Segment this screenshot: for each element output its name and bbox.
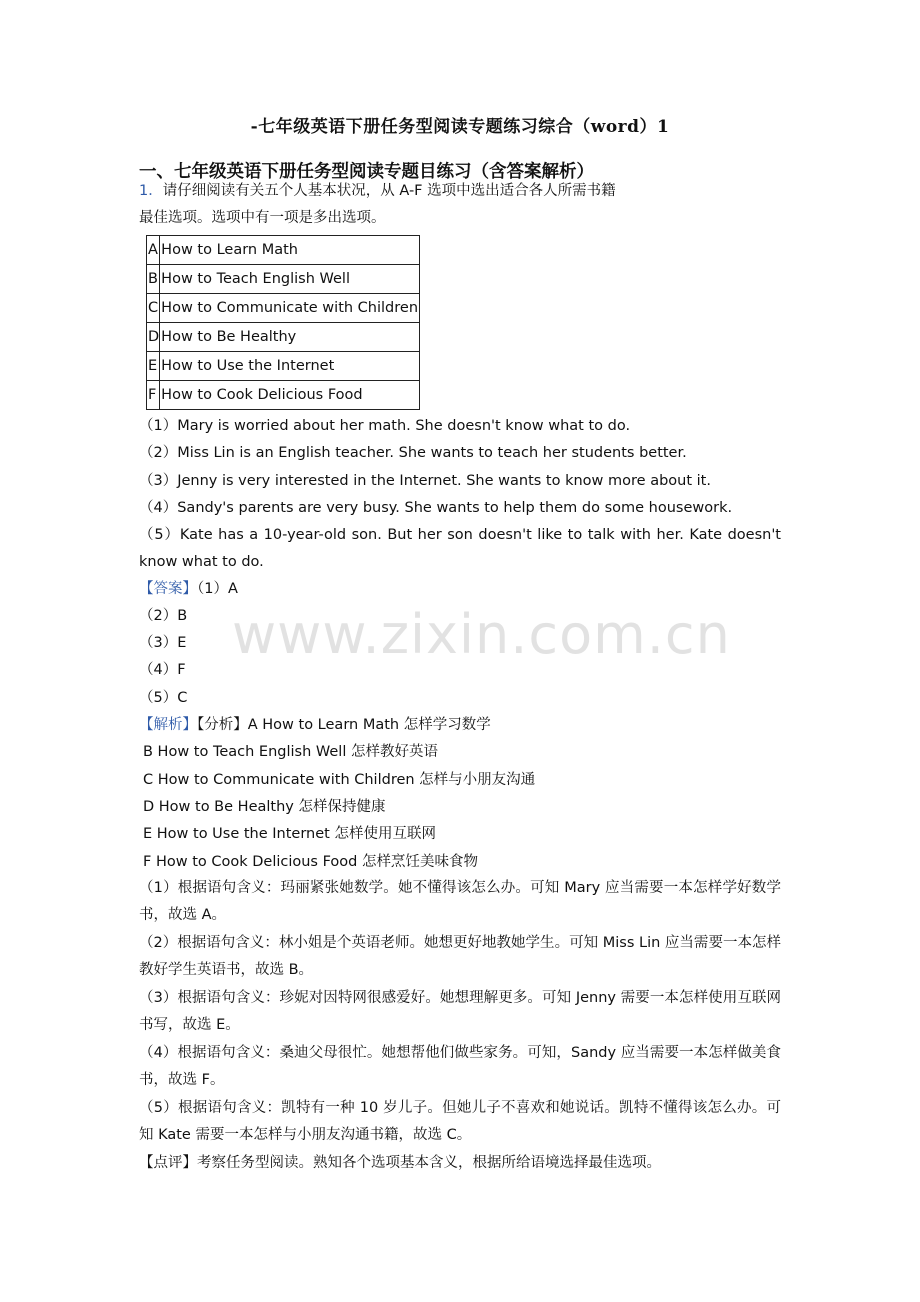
- table-row: [147, 265, 420, 294]
- book-note: C How to Communicate with Children 怎样与小朋友沟通: [143, 772, 536, 788]
- table-row: [147, 236, 420, 265]
- table-row: [147, 323, 420, 352]
- option-text: How to Learn Math: [160, 236, 420, 265]
- options-table: [146, 235, 420, 410]
- table-row: [147, 352, 420, 381]
- question-item: （5）Kate has a 10-year-old son. But her son doesn't like to talk with her. Kate doesn't know what to do.: [139, 527, 781, 570]
- option-letter: D: [147, 323, 160, 352]
- question-number: 1．: [139, 183, 163, 199]
- section-heading: 一、七年级英语下册任务型阅读专题目练习（含答案解析）: [139, 162, 594, 182]
- option-text: How to Be Healthy: [160, 323, 420, 352]
- explanation-paragraph: （2）根据语句含义：林小姐是个英语老师。她想更好地教她学生。可知 Miss Lin 应当需要一本怎样教好学生英语书，故选 B。: [139, 935, 781, 978]
- book-note: B How to Teach English Well 怎样教好英语: [143, 744, 438, 760]
- answer-value: （2）B: [139, 608, 188, 624]
- answer-tag: 【答案】: [139, 581, 197, 597]
- option-text: How to Use the Internet: [160, 352, 420, 381]
- option-text: How to Teach English Well: [160, 265, 420, 294]
- table-row: [147, 294, 420, 323]
- table-row: [147, 381, 420, 410]
- watermark: www.zixin.com.cn: [232, 603, 731, 666]
- instruction-text-2: 最佳选项。选项中有一项是多出选项。: [139, 210, 386, 226]
- book-note: F How to Cook Delicious Food 怎样烹饪美味食物: [143, 854, 478, 870]
- answer-value: （4）F: [139, 662, 186, 678]
- option-text: How to Cook Delicious Food: [160, 381, 420, 410]
- question-item: （2）Miss Lin is an English teacher. She wants to teach her students better.: [139, 445, 687, 461]
- option-letter: C: [147, 294, 160, 323]
- question-item: （4）Sandy's parents are very busy. She wants to help them do some housework.: [139, 500, 733, 516]
- analysis-line: [139, 715, 491, 735]
- document-title: -七年级英语下册任务型阅读专题练习综合（word）1: [250, 117, 670, 137]
- explanation-paragraph: （4）根据语句含义：桑迪父母很忙。她想帮他们做些家务。可知，Sandy 应当需要一本怎样做美食书，故选 F。: [139, 1045, 781, 1088]
- explanation-paragraph: （5）根据语句含义：凯特有一种 10 岁儿子。但她儿子不喜欢和她说话。凯特不懂得该怎么办。可知 Kate 需要一本怎样与小朋友沟通书籍，故选 C。: [139, 1100, 781, 1143]
- option-text: How to Communicate with Children: [160, 294, 420, 323]
- question-item: （1）Mary is worried about her math. She doesn't know what to do.: [139, 418, 631, 434]
- option-letter: F: [147, 381, 160, 410]
- option-letter: A: [147, 236, 160, 265]
- question-instruction: [139, 181, 616, 201]
- book-note: D How to Be Healthy 怎样保持健康: [143, 799, 386, 815]
- analysis-tag: 【解析】: [139, 717, 197, 733]
- analysis-text: 【分析】A How to Learn Math 怎样学习数学: [197, 717, 491, 733]
- instruction-text-1: 请仔细阅读有关五个人基本状况，从 A-F 选项中选出适合各人所需书籍: [162, 183, 616, 199]
- book-note: E How to Use the Internet 怎样使用互联网: [143, 826, 436, 842]
- comment-line: 【点评】考察任务型阅读。熟知各个选项基本含义，根据所给语境选择最佳选项。: [139, 1155, 661, 1171]
- explanation-paragraph: （1）根据语句含义：玛丽紧张她数学。她不懂得该怎么办。可知 Mary 应当需要一本怎样学好数学书，故选 A。: [139, 880, 781, 923]
- answer-value: （1）A: [197, 581, 238, 597]
- answer-value: （5）C: [139, 690, 188, 706]
- explanation-paragraph: （3）根据语句含义：珍妮对因特网很感爱好。她想理解更多。可知 Jenny 需要一本怎样使用互联网书写，故选 E。: [139, 990, 781, 1033]
- answer-value: （3）E: [139, 635, 187, 651]
- option-letter: B: [147, 265, 160, 294]
- answer-line: [139, 579, 238, 599]
- option-letter: E: [147, 352, 160, 381]
- question-item: （3）Jenny is very interested in the Internet. She wants to know more about it.: [139, 473, 711, 489]
